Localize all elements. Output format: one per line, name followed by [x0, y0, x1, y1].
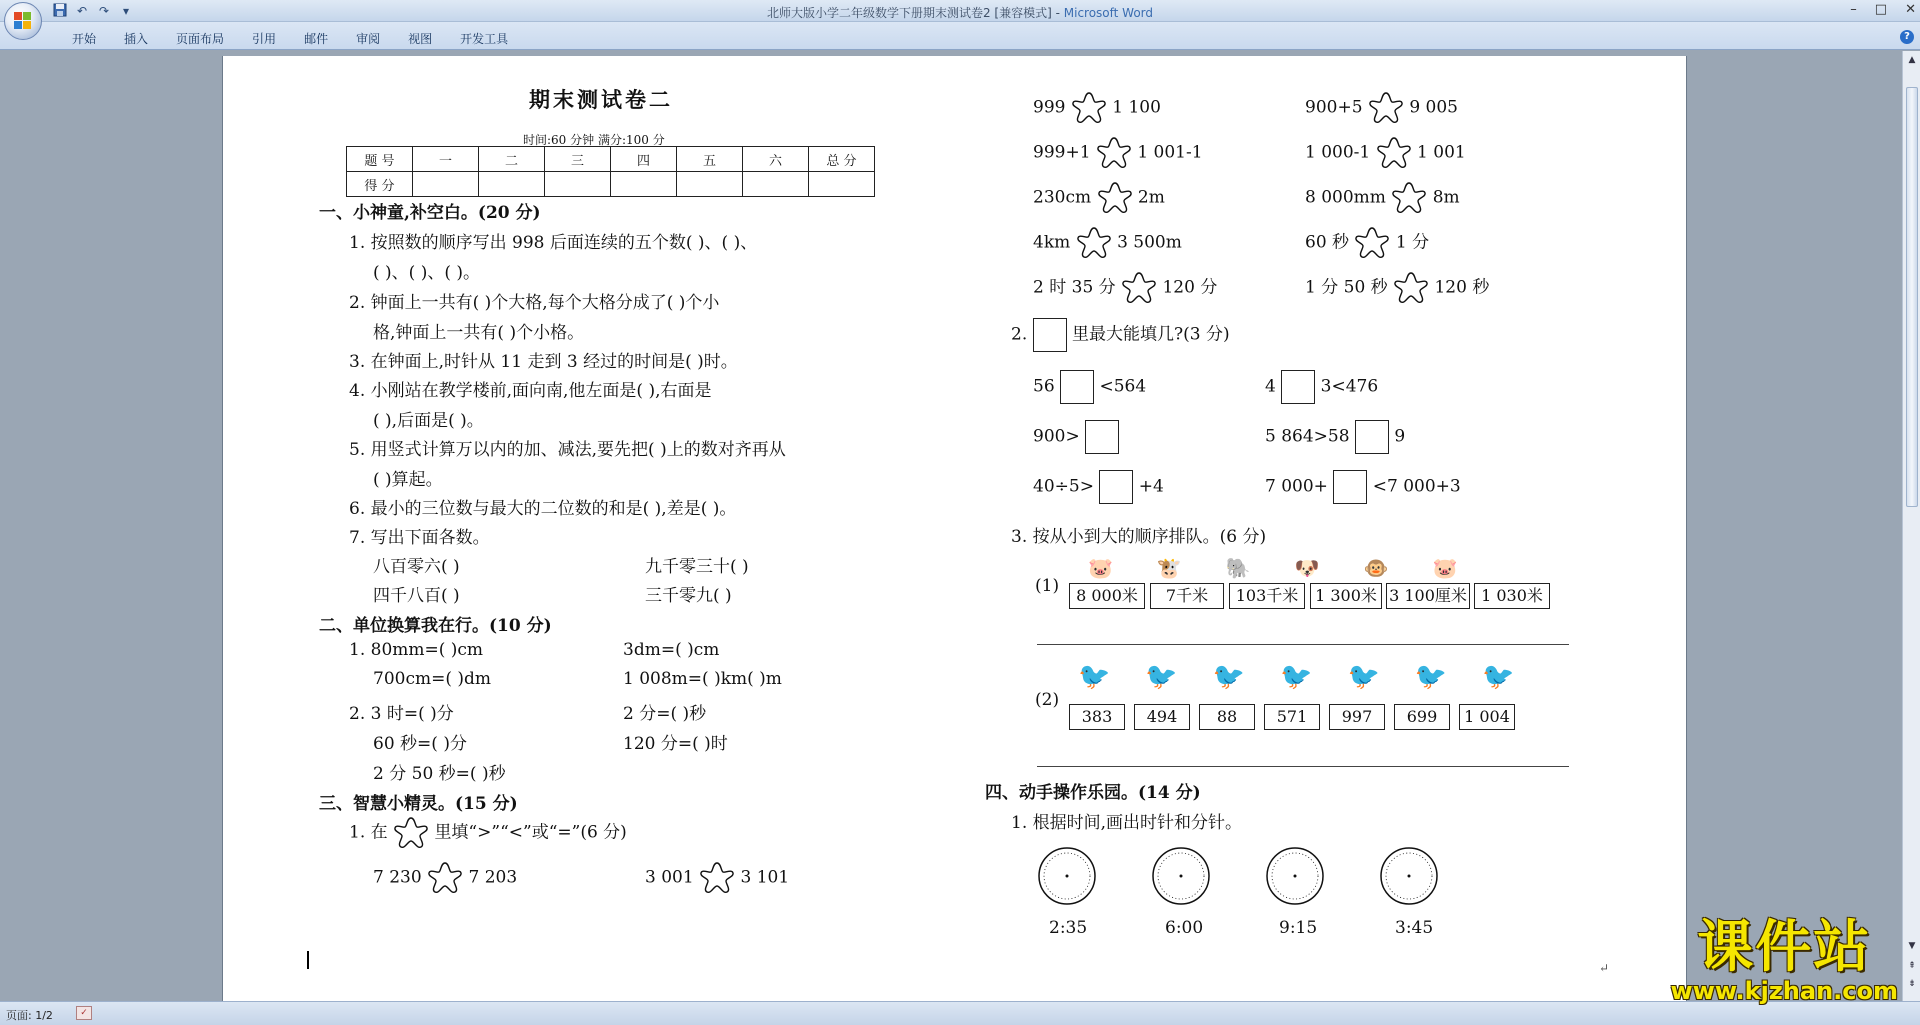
document-area	[0, 51, 1902, 1001]
sec1-line: 5. 用竖式计算万以内的加、减法,要先把( )上的数对齐再从	[349, 440, 786, 460]
number-item: 九千零三十( )	[645, 557, 749, 577]
answer-box[interactable]	[1281, 370, 1315, 404]
compare-item	[1033, 91, 1161, 125]
answer-line	[1037, 766, 1569, 767]
compare-right: 9 005	[1409, 97, 1458, 118]
answer-box[interactable]	[1333, 470, 1367, 504]
table-cell: 四	[611, 147, 677, 172]
box-item-left: 4	[1265, 376, 1276, 397]
distance-label: 1 030米	[1474, 583, 1550, 609]
tab-developer[interactable]: 开发工具	[460, 32, 509, 46]
table-cell[interactable]	[479, 172, 545, 197]
undo-button[interactable]: ↶	[76, 4, 88, 18]
distance-label: 7千米	[1150, 583, 1224, 609]
minimize-icon[interactable]: –	[1850, 2, 1857, 17]
answer-box[interactable]	[1033, 318, 1067, 352]
office-button[interactable]	[4, 2, 42, 40]
table-cell: 二	[479, 147, 545, 172]
box-item-right: +4	[1138, 476, 1164, 497]
table-cell: 五	[677, 147, 743, 172]
q3-part2-label: (2)	[1035, 690, 1060, 710]
sec1-line: 4. 小刚站在教学楼前,面向南,他左面是( ),右面是	[349, 381, 712, 401]
sec3-q1-prefix: 1. 在	[349, 822, 388, 843]
compare-right: 120 分	[1162, 277, 1218, 298]
compare-right: 2m	[1137, 187, 1165, 208]
bird-number: 571	[1264, 704, 1320, 730]
compare-left: 3 001	[645, 867, 694, 888]
text-cursor	[307, 951, 309, 969]
sec3-q3: 3. 按从小到大的顺序排队。(6 分)	[1011, 527, 1267, 547]
q3-part1-label: (1)	[1035, 576, 1060, 596]
close-icon[interactable]: ✕	[1905, 2, 1916, 17]
sec4-q1: 1. 根据时间,画出时针和分针。	[1011, 813, 1243, 833]
bird-number: 1 004	[1459, 704, 1515, 730]
flower-blank-icon[interactable]	[1354, 226, 1390, 260]
help-icon[interactable]: ?	[1900, 30, 1914, 44]
compare-right: 1 100	[1112, 97, 1161, 118]
bird-icons-row: 🐦🐦🐦🐦🐦🐦🐦	[1078, 662, 1550, 692]
score-table-header-row	[347, 147, 875, 172]
page-indicator[interactable]: 页面: 1/2	[6, 1009, 53, 1022]
paragraph-mark-icon: ↵	[1599, 961, 1610, 975]
clock-face-icon[interactable]	[1037, 846, 1097, 906]
bird-number: 699	[1394, 704, 1450, 730]
compare-left: 8 000mm	[1305, 187, 1386, 208]
table-cell: 三	[545, 147, 611, 172]
flower-blank-icon[interactable]	[1368, 91, 1404, 125]
flower-blank-icon[interactable]	[1076, 226, 1112, 260]
compare-right: 7 203	[468, 867, 518, 888]
flower-blank-icon[interactable]	[1071, 91, 1107, 125]
compare-item	[1033, 181, 1165, 215]
compare-right: 1 001	[1417, 142, 1466, 163]
table-cell[interactable]	[413, 172, 479, 197]
number-item: 八百零六( )	[373, 557, 460, 577]
conversion-item: 120 分=( )时	[623, 734, 728, 754]
scroll-down-icon[interactable]: ▼	[1908, 941, 1916, 951]
flower-blank-icon[interactable]	[1393, 271, 1429, 305]
table-cell[interactable]	[809, 172, 875, 197]
maximize-icon[interactable]: □	[1874, 2, 1888, 17]
compare-right: 1 001-1	[1137, 142, 1203, 163]
customize-qat-button[interactable]: ▾	[122, 4, 130, 18]
compare-left: 999	[1033, 97, 1066, 118]
status-bar	[0, 1001, 1920, 1025]
flower-blank-icon[interactable]	[1121, 271, 1157, 305]
title-bar	[0, 0, 1920, 22]
answer-line	[1037, 644, 1569, 645]
bird-number: 383	[1069, 704, 1125, 730]
table-cell[interactable]	[677, 172, 743, 197]
answer-box[interactable]	[1099, 470, 1133, 504]
compare-left: 900+5	[1305, 97, 1363, 118]
sec1-line: 1. 按照数的顺序写出 998 后面连续的五个数( )、( )、	[349, 233, 758, 253]
compare-item	[1305, 181, 1460, 215]
distance-label: 103千米	[1229, 583, 1305, 609]
clock-face-icon[interactable]	[1265, 846, 1325, 906]
box-item-right: 3<476	[1320, 376, 1379, 397]
box-item	[1265, 370, 1378, 404]
office-logo-icon	[14, 12, 32, 30]
compare-item	[373, 861, 517, 895]
distance-label: 1 300米	[1310, 583, 1382, 609]
compare-item	[1305, 136, 1466, 170]
clock-time-label: 9:15	[1279, 918, 1318, 938]
answer-box[interactable]	[1085, 420, 1119, 454]
scroll-up-icon[interactable]: ▲	[1908, 55, 1916, 65]
clock-face-icon[interactable]	[1151, 846, 1211, 906]
sec3-q1	[349, 816, 627, 850]
section-4-heading: 四、动手操作乐园。(14 分)	[985, 783, 1201, 803]
sec1-line: 7. 写出下面各数。	[349, 528, 490, 548]
compare-left: 230cm	[1033, 187, 1092, 208]
proofing-icon[interactable]: ✓	[76, 1006, 92, 1020]
sec3-q2	[1011, 318, 1230, 352]
conversion-item: 2 分=( )秒	[623, 704, 707, 724]
compare-right: 8m	[1432, 187, 1460, 208]
bird-number: 997	[1329, 704, 1385, 730]
box-item	[1265, 420, 1405, 454]
box-item-left: 7 000+	[1265, 476, 1328, 497]
box-item	[1033, 470, 1164, 504]
flower-blank-icon[interactable]	[1376, 136, 1412, 170]
sec3-q1-instruction: 里填“>”“<”或“=”(6 分)	[434, 822, 627, 843]
compare-left: 60 秒	[1305, 232, 1350, 253]
next-page-icon[interactable]: ⇟	[1908, 979, 1916, 989]
number-item: 三千零九( )	[645, 586, 732, 606]
clock-time-label: 2:35	[1049, 918, 1088, 938]
compare-item	[1305, 91, 1458, 125]
box-item-left: 56	[1033, 376, 1055, 397]
compare-item	[1033, 271, 1217, 305]
flower-blank-icon[interactable]	[1391, 181, 1427, 215]
score-table-score-row	[347, 172, 875, 197]
distance-label: 8 000米	[1069, 583, 1145, 609]
bird-number: 88	[1199, 704, 1255, 730]
compare-left: 2 时 35 分	[1033, 277, 1116, 298]
sec1-line: 格,钟面上一共有( )个小格。	[373, 323, 585, 343]
box-item-left: 40÷5>	[1033, 476, 1094, 497]
compare-right: 1 分	[1395, 232, 1430, 253]
table-cell: 六	[743, 147, 809, 172]
box-item-left: 5 864>58	[1265, 426, 1350, 447]
compare-left: 4km	[1033, 232, 1071, 253]
box-item	[1265, 470, 1461, 504]
box-item	[1033, 370, 1146, 404]
tab-review[interactable]: 审阅	[356, 32, 381, 46]
conversion-item: 1 008m=( )km( )m	[623, 669, 782, 689]
flower-blank-icon[interactable]	[699, 861, 735, 895]
compare-right: 3 101	[740, 867, 790, 888]
section-3-heading: 三、智慧小精灵。(15 分)	[319, 794, 518, 814]
previous-page-icon[interactable]: ⇞	[1908, 961, 1916, 971]
table-cell: 得 分	[347, 172, 413, 197]
tab-insert[interactable]: 插入	[124, 32, 149, 46]
table-cell[interactable]	[743, 172, 809, 197]
box-item-right: <7 000+3	[1372, 476, 1461, 497]
ribbon	[0, 22, 1920, 50]
answer-box[interactable]	[1060, 370, 1094, 404]
sec1-line: ( )算起。	[373, 470, 443, 490]
document-page[interactable]	[222, 56, 1687, 1006]
compare-left: 999+1	[1033, 142, 1091, 163]
tab-page-layout[interactable]: 页面布局	[176, 32, 225, 46]
ribbon-tabs	[60, 30, 524, 47]
tab-references[interactable]: 引用	[252, 32, 277, 46]
table-cell[interactable]	[611, 172, 677, 197]
q2-number: 2.	[1011, 324, 1028, 345]
conversion-item: 60 秒=( )分	[373, 734, 467, 754]
score-table	[346, 146, 875, 197]
app-name: Microsoft Word	[1063, 6, 1154, 20]
compare-item	[1033, 226, 1182, 260]
box-item-right: 9	[1394, 426, 1406, 447]
flower-blank-icon[interactable]	[427, 861, 463, 895]
conversion-item: 1. 80mm=( )cm	[349, 640, 484, 660]
conversion-item: 2 分 50 秒=( )秒	[373, 764, 506, 784]
compare-item	[1305, 226, 1429, 260]
conversion-item: 700cm=( )dm	[373, 669, 492, 689]
flower-blank-icon	[393, 816, 429, 850]
sec1-line: ( ),后面是( )。	[373, 411, 484, 431]
table-cell: 总 分	[809, 147, 875, 172]
clock-face-icon[interactable]	[1379, 846, 1439, 906]
answer-box[interactable]	[1355, 420, 1389, 454]
compare-left: 1 000-1	[1305, 142, 1371, 163]
compare-item	[1305, 271, 1489, 305]
tab-view[interactable]: 视图	[408, 32, 433, 46]
section-2-heading: 二、单位换算我在行。(10 分)	[319, 616, 552, 636]
conversion-item: 2. 3 时=( )分	[349, 704, 454, 724]
watermark-logo: 课件站	[1697, 915, 1872, 980]
clock-time-label: 3:45	[1395, 918, 1434, 938]
compare-item	[1033, 136, 1203, 170]
table-cell: 一	[413, 147, 479, 172]
scrollbar-thumb[interactable]	[1906, 87, 1918, 507]
redo-button[interactable]: ↷	[98, 4, 110, 18]
tab-mailings[interactable]: 邮件	[304, 32, 329, 46]
bird-number: 494	[1134, 704, 1190, 730]
q2-instruction: 里最大能填几?(3 分)	[1072, 324, 1230, 345]
section-1-heading: 一、小神童,补空白。(20 分)	[319, 203, 541, 223]
sec1-line: 2. 钟面上一共有( )个大格,每个大格分成了( )个小	[349, 293, 720, 313]
conversion-item: 3dm=( )cm	[623, 640, 720, 660]
animal-icons-row: 🐷🐮🐘🐶🐵🐷	[1088, 556, 1502, 580]
window-controls	[1850, 2, 1916, 17]
watermark	[1671, 903, 1898, 1005]
table-cell[interactable]	[545, 172, 611, 197]
compare-right: 3 500m	[1117, 232, 1182, 253]
clock-time-label: 6:00	[1165, 918, 1204, 938]
table-cell: 题 号	[347, 147, 413, 172]
sec1-line: ( )、( )、( )。	[373, 263, 481, 283]
box-item-right: <564	[1099, 376, 1147, 397]
sec1-line: 6. 最小的三位数与最大的二位数的和是( ),差是( )。	[349, 499, 737, 519]
exam-meta: 时间:60 分钟 满分:100 分	[523, 133, 665, 147]
compare-left: 1 分 50 秒	[1305, 277, 1388, 298]
number-item: 四千八百( )	[373, 586, 460, 606]
document-title: 北师大版小学二年级数学下册期末测试卷2 [兼容模式] -	[766, 6, 1064, 20]
flower-blank-icon[interactable]	[1096, 136, 1132, 170]
vertical-scrollbar[interactable]	[1902, 51, 1920, 1001]
box-item-left: 900>	[1033, 426, 1080, 447]
flower-blank-icon[interactable]	[1097, 181, 1133, 215]
compare-item	[645, 861, 789, 895]
sec1-line: 3. 在钟面上,时针从 11 走到 3 经过的时间是( )时。	[349, 352, 738, 372]
compare-left: 7 230	[373, 867, 422, 888]
distance-label: 3 100厘米	[1386, 583, 1470, 609]
watermark-url: www.kjzhan.com	[1670, 977, 1898, 1005]
compare-right: 120 秒	[1434, 277, 1490, 298]
window-title	[0, 4, 1920, 21]
exam-title: 期末测试卷二	[529, 87, 673, 112]
box-item	[1033, 420, 1119, 454]
tab-home[interactable]: 开始	[72, 32, 97, 46]
